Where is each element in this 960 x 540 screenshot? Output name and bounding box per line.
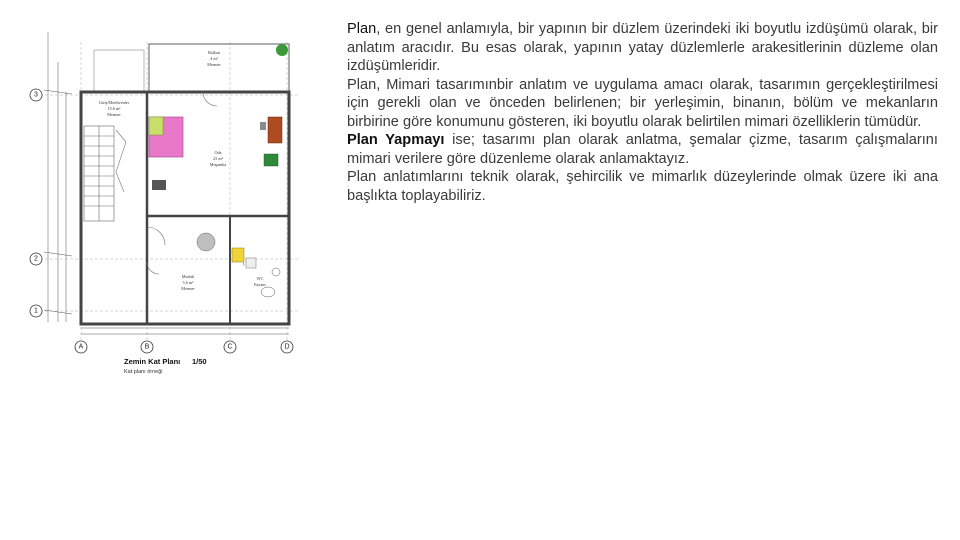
paragraph-1-lead: Plan [347,21,377,37]
bottom-dimension-lines [81,328,289,334]
wc-label-2: Fayans [254,282,266,287]
plan-scale: 1/50 [192,357,207,366]
left-dimension-lines [44,32,72,322]
row-axis-3-label: 3 [34,91,38,99]
stair-room-label-2: 15.6 m² [107,106,121,111]
living-label-1: Oda [214,150,222,155]
floor-plan-drawing [28,22,324,378]
chair [260,122,266,130]
paragraph-3-lead: Plan Yapmayı [347,132,445,148]
paragraph-4: Plan anlatımlarını teknik olarak, şehircilik ve mimarlık düzeylerinde olmak üzere iki ana başlıkta toplayabiliriz. [347,169,938,204]
col-axis-d-label: D [284,343,290,351]
entrance-outline [94,50,144,92]
col-axis-b-label: B [144,343,150,351]
balcony-label-1: Balkon [207,50,221,55]
stair-room-label-3: Mermer [107,112,121,117]
balcony-plant [276,44,288,56]
staircase [84,126,114,221]
pillow [149,117,163,135]
plant-box [264,154,278,166]
plan-subtitle: Kat planı örneği [124,369,163,375]
paragraph-1-body: , en genel anlamıyla, bir yapının bir düzlem üzerindeki iki boyutlu izdüşümü olarak, bir anlatım aracıdır. Bu esas olarak, yapının yatay düzlemlerle arakesitlerinin düzleme olan izdüşümleridir. [347,21,938,74]
column-axis-markers [75,341,293,353]
paragraph-2: Plan, Mimari tasarımınbir anlatım ve uygulama amacı olarak, tasarımın gerçekleştirilmesi için gerekli olan ve önceden belirlenen; bir yerleşimin, binanın, bölüm ve mekanların birbirine göre konumunu gösteren, iki boyutlu olarak belirtilen mimari özelliklerin tümüdür. [347,76,938,130]
plan-title: Zemin Kat Planı [124,357,181,366]
sink [246,258,256,268]
paragraph-1 [347,20,938,76]
row-axis-2-label: 2 [34,255,38,263]
wc-label-1: WC [256,276,264,281]
balcony-label-3: Mermer [207,62,221,67]
kitchen-label-1: Mutfak [181,274,195,279]
description-text [347,20,938,205]
tv-unit [152,180,166,190]
stair-room-label-1: Giriş/Merdivenler [98,100,130,105]
kitchen-label-2: 5.6 m² [182,280,194,285]
grid-axis-lines [40,42,298,340]
paragraph-3-body: ise; tasarımı plan olarak anlatma, şemalar çizme, tasarım çalışmalarını mimari verilere göre düzenleme olarak anlamaktayız. [347,132,938,167]
row-axis-markers [30,89,42,317]
living-label-2: 25 m² [213,156,223,161]
kitchen-counter [232,248,244,262]
cabinet [268,117,282,143]
living-label-3: Muşamba [209,162,227,167]
toilet [261,287,275,297]
stair-arrow [116,130,126,192]
col-axis-c-label: C [227,343,233,351]
kitchen-label-3: Mermer [181,286,195,291]
row-axis-1-label: 1 [34,307,38,315]
wc-basin [272,268,280,276]
dining-table [197,233,215,251]
col-axis-a-label: A [78,343,84,351]
floor-plan-figure [28,22,324,378]
balcony-label-2: 4 m² [210,56,218,61]
paragraph-3 [347,131,938,168]
